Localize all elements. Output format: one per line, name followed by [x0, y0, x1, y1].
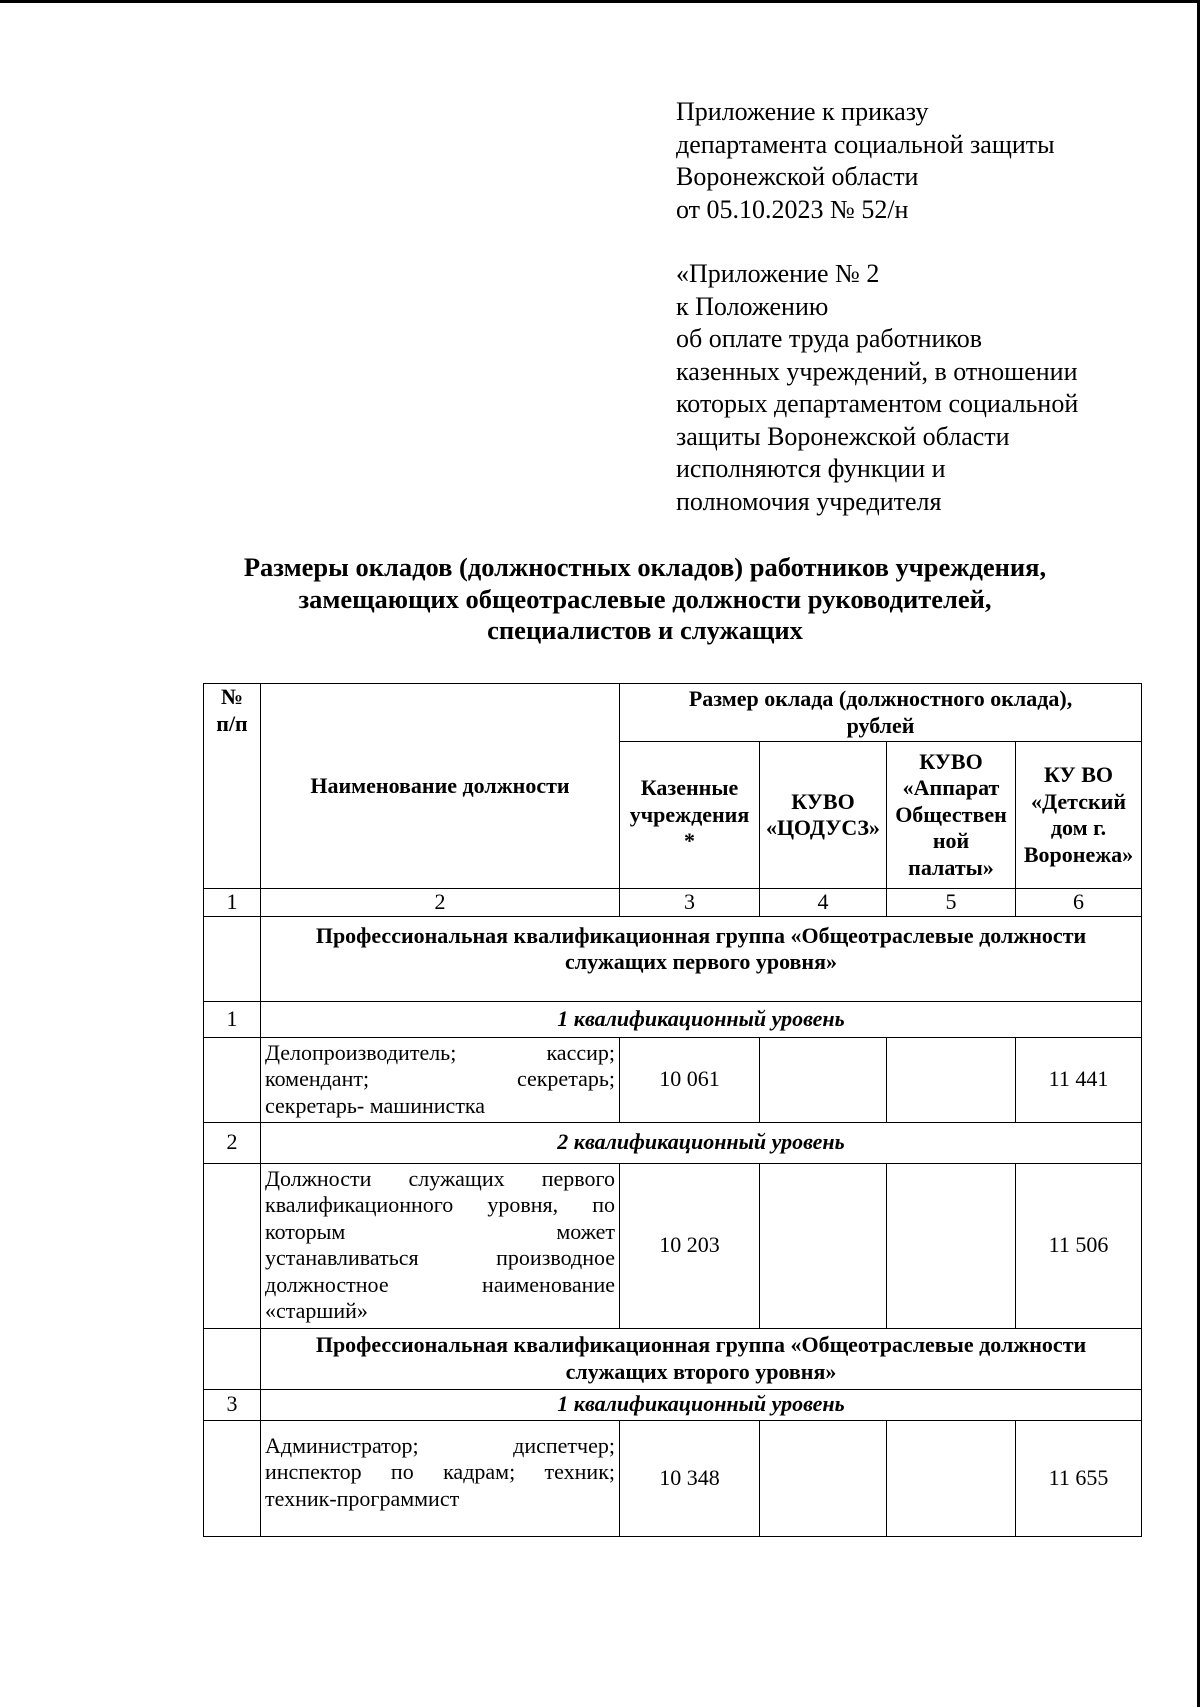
appendix-line: которых департаментом социальной [676, 389, 1079, 418]
appendix-line: защиты Воронежской области [676, 421, 1010, 451]
qualification-group-row [204, 1328, 1142, 1389]
header-salary-line: рублей [846, 712, 915, 738]
salary-kuvo-codusz [760, 1163, 887, 1328]
header-line: палаты» [908, 854, 994, 880]
header-num-line: № [220, 684, 244, 709]
position-line: Делопроизводитель; кассир; [265, 1039, 615, 1065]
header-line: учреждения [629, 801, 750, 827]
position-line: устанавливаться производное [265, 1245, 615, 1270]
row-num-cell [204, 1163, 261, 1328]
column-number: 6 [1016, 889, 1142, 917]
header-col-kuvo-apparat [887, 742, 1016, 889]
column-number: 3 [620, 889, 760, 917]
appendix-line: «Приложение № 2 [676, 259, 880, 288]
title-line: специалистов и служащих [487, 615, 803, 645]
column-number: 2 [261, 889, 620, 917]
header-line: КУВО [919, 748, 983, 774]
level-number: 1 [204, 1001, 261, 1037]
group-title-line: Профессиональная квалификационная группа «Общеотраслевые должности [315, 1332, 1087, 1357]
header-line: «Аппарат [902, 775, 1000, 801]
title-line: замещающих общеотраслевые должности руководителей, [298, 583, 992, 614]
position-line: которым может [265, 1218, 615, 1244]
position-names [261, 1037, 620, 1122]
qualification-level-row [204, 1389, 1142, 1420]
appendix-line: от 05.10.2023 № 52/н [676, 194, 909, 224]
table-header-row [204, 684, 1142, 742]
position-line: техник-программист [265, 1485, 460, 1511]
salary-orphanage: 11 655 [1016, 1420, 1142, 1536]
level-number: 3 [204, 1389, 261, 1420]
group-title-line: Профессиональная квалификационная группа «Общеотраслевые должности [315, 922, 1087, 948]
appendix-line: казенных учреждений, в отношении [676, 356, 1078, 386]
header-line: дом г. [1050, 815, 1107, 840]
appendix-line: полномочия учредителя [676, 486, 942, 516]
header-salary-group [620, 684, 1142, 742]
salary-kuvo-codusz [760, 1420, 887, 1536]
appendix-line: Воронежской области [676, 162, 919, 191]
appendix-order-reference [676, 96, 1156, 226]
position-names [261, 1163, 620, 1328]
group-title-line: служащих первого уровня» [565, 949, 838, 974]
position-line: секретарь- машинистка [265, 1092, 486, 1118]
table-row [204, 1163, 1142, 1328]
qualification-group-title [261, 1328, 1142, 1389]
group-num-cell [204, 1328, 261, 1389]
header-line: «Детский [1030, 788, 1127, 814]
column-numbers-row [204, 889, 1142, 917]
salary-state-institutions: 10 203 [620, 1163, 760, 1328]
salary-orphanage: 11 506 [1016, 1163, 1142, 1328]
qualification-group-title [261, 916, 1142, 1001]
group-title-line: служащих второго уровня» [565, 1358, 837, 1384]
row-num-cell [204, 1037, 261, 1122]
appendix-regulation-reference [676, 258, 1156, 518]
position-line: Должности служащих первого [265, 1165, 615, 1191]
header-line: Обществен [895, 801, 1007, 827]
salary-orphanage: 11 441 [1016, 1037, 1142, 1122]
qualification-level-row [204, 1001, 1142, 1037]
appendix-line: к Положению [676, 291, 829, 321]
header-col-state-institutions [620, 742, 760, 889]
salary-table [203, 683, 1142, 1537]
header-line: КУ ВО [1044, 762, 1113, 787]
page-border-top [0, 0, 1200, 3]
qualification-level-title: 1 квалификационный уровень [261, 1389, 1142, 1420]
column-number: 1 [204, 889, 261, 917]
appendix-line: Приложение к приказу [676, 97, 929, 126]
position-line: инспектор по кадрам; техник; [265, 1459, 615, 1484]
qualification-level-title: 2 квалификационный уровень [261, 1122, 1142, 1163]
header-line: * [684, 828, 695, 854]
title-line: Размеры окладов (должностных окладов) работников учреждения, [243, 552, 1047, 582]
table-row [204, 1037, 1142, 1122]
position-line: комендант; секретарь; [265, 1066, 615, 1091]
salary-kuvo-apparat [887, 1163, 1016, 1328]
row-num-cell [204, 1420, 261, 1536]
qualification-level-row [204, 1122, 1142, 1163]
qualification-level-title: 1 квалификационный уровень [261, 1001, 1142, 1037]
header-num [204, 684, 261, 889]
salary-kuvo-apparat [887, 1037, 1016, 1122]
position-line: квалификационного уровня, по [265, 1192, 615, 1217]
salary-state-institutions: 10 348 [620, 1420, 760, 1536]
appendix-line: исполняются функции и [676, 454, 946, 483]
header-line: Воронежа» [1023, 841, 1134, 867]
level-number: 2 [204, 1122, 261, 1163]
header-line: «ЦОДУСЗ» [766, 815, 880, 840]
header-position-name: Наименование должности [261, 684, 620, 889]
table-row [204, 1420, 1142, 1536]
salary-kuvo-codusz [760, 1037, 887, 1122]
position-line: должностное наименование [265, 1271, 615, 1297]
qualification-group-row [204, 916, 1142, 1001]
header-line: КУВО [791, 788, 855, 814]
header-line: Казенные [640, 775, 739, 801]
appendix-line: департамента социальной защиты [676, 129, 1055, 159]
salary-state-institutions: 10 061 [620, 1037, 760, 1122]
appendix-line: об оплате труда работников [676, 324, 983, 353]
header-num-line: п/п [216, 710, 248, 736]
salary-kuvo-apparat [887, 1420, 1016, 1536]
column-number: 4 [760, 889, 887, 917]
position-names [261, 1420, 620, 1536]
position-line: Администратор; диспетчер; [265, 1432, 615, 1458]
document-title [200, 552, 1090, 647]
header-line: ной [932, 828, 970, 854]
position-line: «старший» [265, 1298, 368, 1323]
group-num-cell [204, 916, 261, 1001]
column-number: 5 [887, 889, 1016, 917]
header-col-ku-vo-orphanage [1016, 742, 1142, 889]
header-col-kuvo-codusz [760, 742, 887, 889]
appendix-header [676, 96, 1156, 518]
header-salary-line: Размер оклада (должностного оклада), [688, 686, 1073, 711]
